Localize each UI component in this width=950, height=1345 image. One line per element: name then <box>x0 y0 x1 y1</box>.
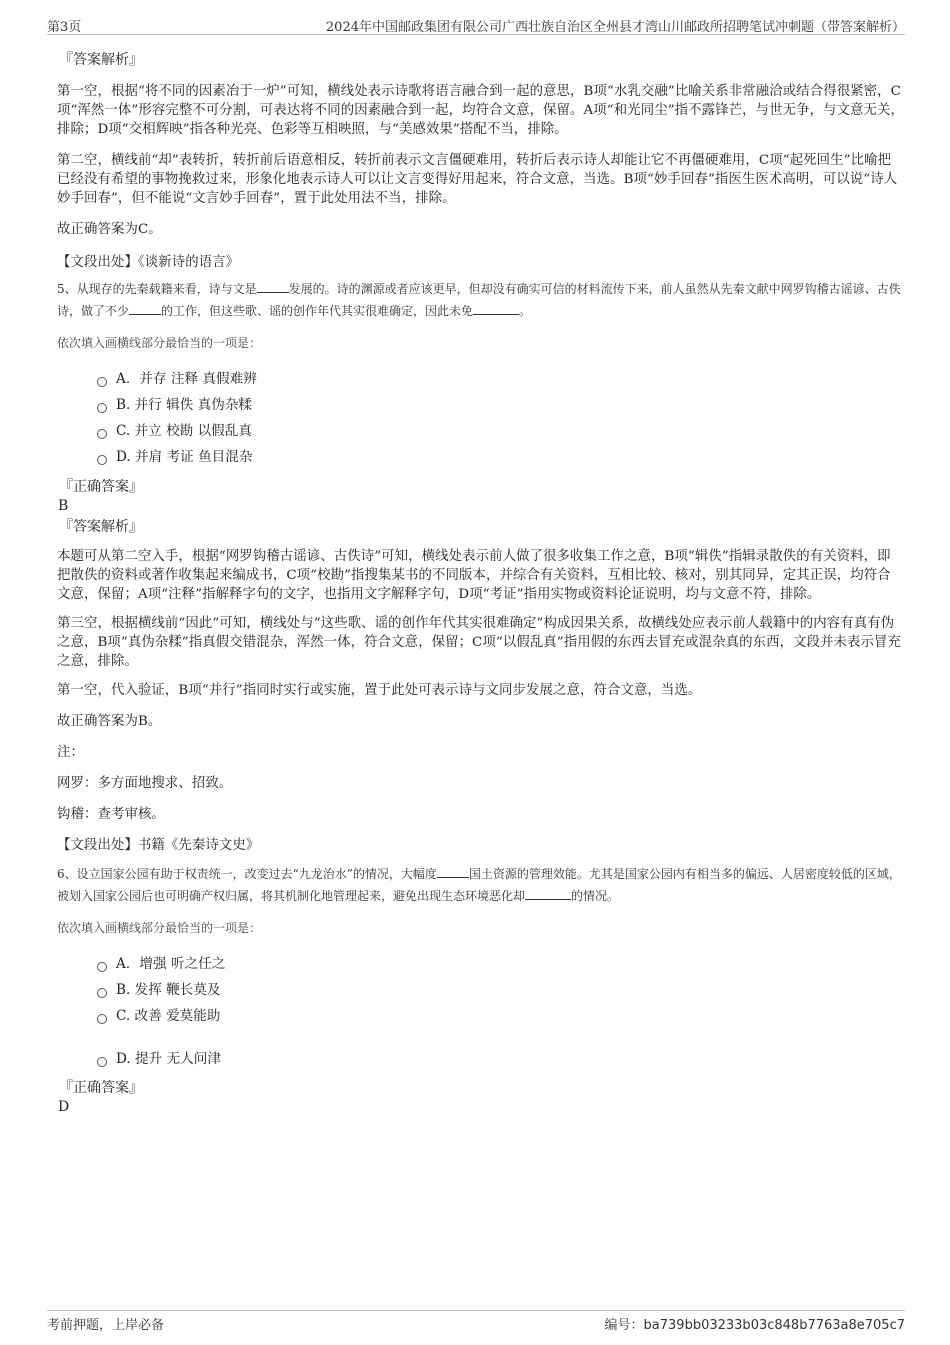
q5-answer: B <box>58 498 69 514</box>
blank-3 <box>473 302 519 315</box>
q4-analysis-label: 『答案解析』 <box>59 52 143 68</box>
page-number: 第3页 <box>47 20 82 35</box>
blank-2 <box>525 887 571 900</box>
q5-note-label: 注： <box>57 745 84 760</box>
q6-option-d[interactable]: D. 提升 无人问津 <box>97 1046 904 1072</box>
q5-answer-label: 『正确答案』 <box>59 479 143 495</box>
q6-options <box>97 951 904 1072</box>
blank-1 <box>257 280 289 293</box>
q6-option-b[interactable]: B. 发挥 鞭长莫及 <box>97 977 904 1003</box>
q6-answer: D <box>58 1099 70 1115</box>
q5-source: 【文段出处】书籍《先秦诗文史》 <box>57 838 260 853</box>
q6-instruction: 依次填入画横线部分最恰当的一项是： <box>57 921 262 935</box>
blank-1 <box>437 865 469 878</box>
q5-note-1: 网罗：多方面地搜求、招致。 <box>57 776 233 791</box>
q5-analysis-para-2: 第三空，根据横线前“因此”可知，横线处与“这些歌、谣的创作年代其实很难确定”构成因果关系，故横线处应表示前人载籍中的内容有真有伪之意，B项“真伪杂糅”指真假交错混杂，浑然一体，符合文意，保留；C项“以假乱真”指用假的东西去冒充或混杂真的东西，文段并未表示冒充之意，排除。 <box>57 616 902 669</box>
q5-option-b[interactable]: B. 并行 辑佚 真伪杂糅 <box>97 392 904 418</box>
document-title: 2024年中国邮政集团有限公司广西壮族自治区全州县才湾山川邮政所招聘笔试冲刺题（带答案解析） <box>325 20 905 35</box>
page-content <box>57 50 904 1116</box>
radio-icon[interactable] <box>97 988 107 998</box>
q6-answer-label: 『正确答案』 <box>59 1080 143 1096</box>
q6-question: 6、设立国家公园有助于权责统一，改变过去“九龙治水”的情况，大幅度 国土资源的管理效能。尤其是国家公园内有相当多的偏远、人居密度较低的区域，被划入国家公园后也可明确产权归属，将其机制化地管理起来，避免出现生态环境恶化却 的情况。 <box>57 867 901 903</box>
q4-analysis-para-1: 第一空，根据“将不同的因素冶于一炉”可知，横线处表示诗歌将语言融合到一起的意思，B项“水乳交融”比喻关系非常融洽或结合得很紧密，C项“浑然一体”形容完整不可分割，可表达将不同的因素融合到一起，均符合文意，保留。A项“和光同尘”指不露锋芒，与世无争，与文意无关，排除；D项“交相辉映”指各种光亮、色彩等互相映照，与“美感效果”搭配不当，排除。 <box>57 84 904 137</box>
q5-analysis-label: 『答案解析』 <box>59 519 143 535</box>
q5-option-d[interactable]: D. 并肩 考证 鱼目混杂 <box>97 444 904 470</box>
radio-icon[interactable] <box>97 429 107 439</box>
footer-slogan: 考前押题，上岸必备 <box>47 1318 165 1333</box>
radio-icon[interactable] <box>97 1014 107 1024</box>
page-header <box>47 14 905 35</box>
radio-icon[interactable] <box>97 455 107 465</box>
q5-question: 5、从现存的先秦载籍来看，诗与文是 发展的。诗的渊源或者应该更早，但却没有确实可信的材料流传下来，前人虽然从先秦文献中网罗钩稽古谣谚、古佚诗，做了不少 的工作，但这些歌、谣的创作年代其实很难确定，因此未免 。 <box>57 282 901 318</box>
q5-analysis-para-1: 本题可从第二空入手，根据“网罗钩稽古谣谚、古佚诗”可知，横线处表示前人做了很多收集工作之意，B项“辑佚”指辑录散佚的有关资料，即把散佚的资料或著作收集起来编成书，C项“校勘”指搜集某书的不同版本，并综合有关资料，互相比较、核对，别其同异，定其正误，均符合文意，保留；A项“注释”指解释字句的文字，也指用文字解释字句，D项“考证”指用实物或资料论证说明，均与文意不符，排除。 <box>57 549 891 602</box>
q5-option-a[interactable]: A．并存 注释 真假难辨 <box>97 366 904 392</box>
q5-note-2: 钩稽：查考审核。 <box>57 807 165 822</box>
document-code: 编号：ba739bb03233b03c848b7763a8e705c7 <box>604 1318 905 1333</box>
q5-instruction: 依次填入画横线部分最恰当的一项是： <box>57 336 262 350</box>
q5-analysis-conclusion: 故正确答案为B。 <box>57 714 162 729</box>
page-footer <box>47 1310 905 1333</box>
q4-analysis-conclusion: 故正确答案为C。 <box>57 222 162 237</box>
blank-2 <box>129 302 161 315</box>
q4-source: 【文段出处】《谈新诗的语言》 <box>57 255 240 270</box>
q4-analysis-para-2: 第二空，横线前“却”表转折，转折前后语意相反，转折前表示文言僵硬难用，转折后表示诗人却能让它不再僵硬难用，C项“起死回生”比喻把已经没有希望的事物挽救过来，形象化地表示诗人可以让文言变得好用起来，符合文意，当选。B项“妙手回春”指医生医术高明，可以说“诗人妙手回春”，但不能说“文言妙手回春”，置于此处用法不当，排除。 <box>57 153 898 206</box>
radio-icon[interactable] <box>97 962 107 972</box>
radio-icon[interactable] <box>97 377 107 387</box>
q6-option-c[interactable]: C. 改善 爱莫能助 <box>97 1003 904 1029</box>
radio-icon[interactable] <box>97 1057 107 1067</box>
q6-option-a[interactable]: A．增强 听之任之 <box>97 951 904 977</box>
q5-options <box>97 366 904 470</box>
q5-analysis-para-3: 第一空，代入验证，B项“并行”指同时实行或实施，置于此处可表示诗与文同步发展之意，符合文意，当选。 <box>57 683 702 698</box>
radio-icon[interactable] <box>97 403 107 413</box>
q5-option-c[interactable]: C. 并立 校勘 以假乱真 <box>97 418 904 444</box>
